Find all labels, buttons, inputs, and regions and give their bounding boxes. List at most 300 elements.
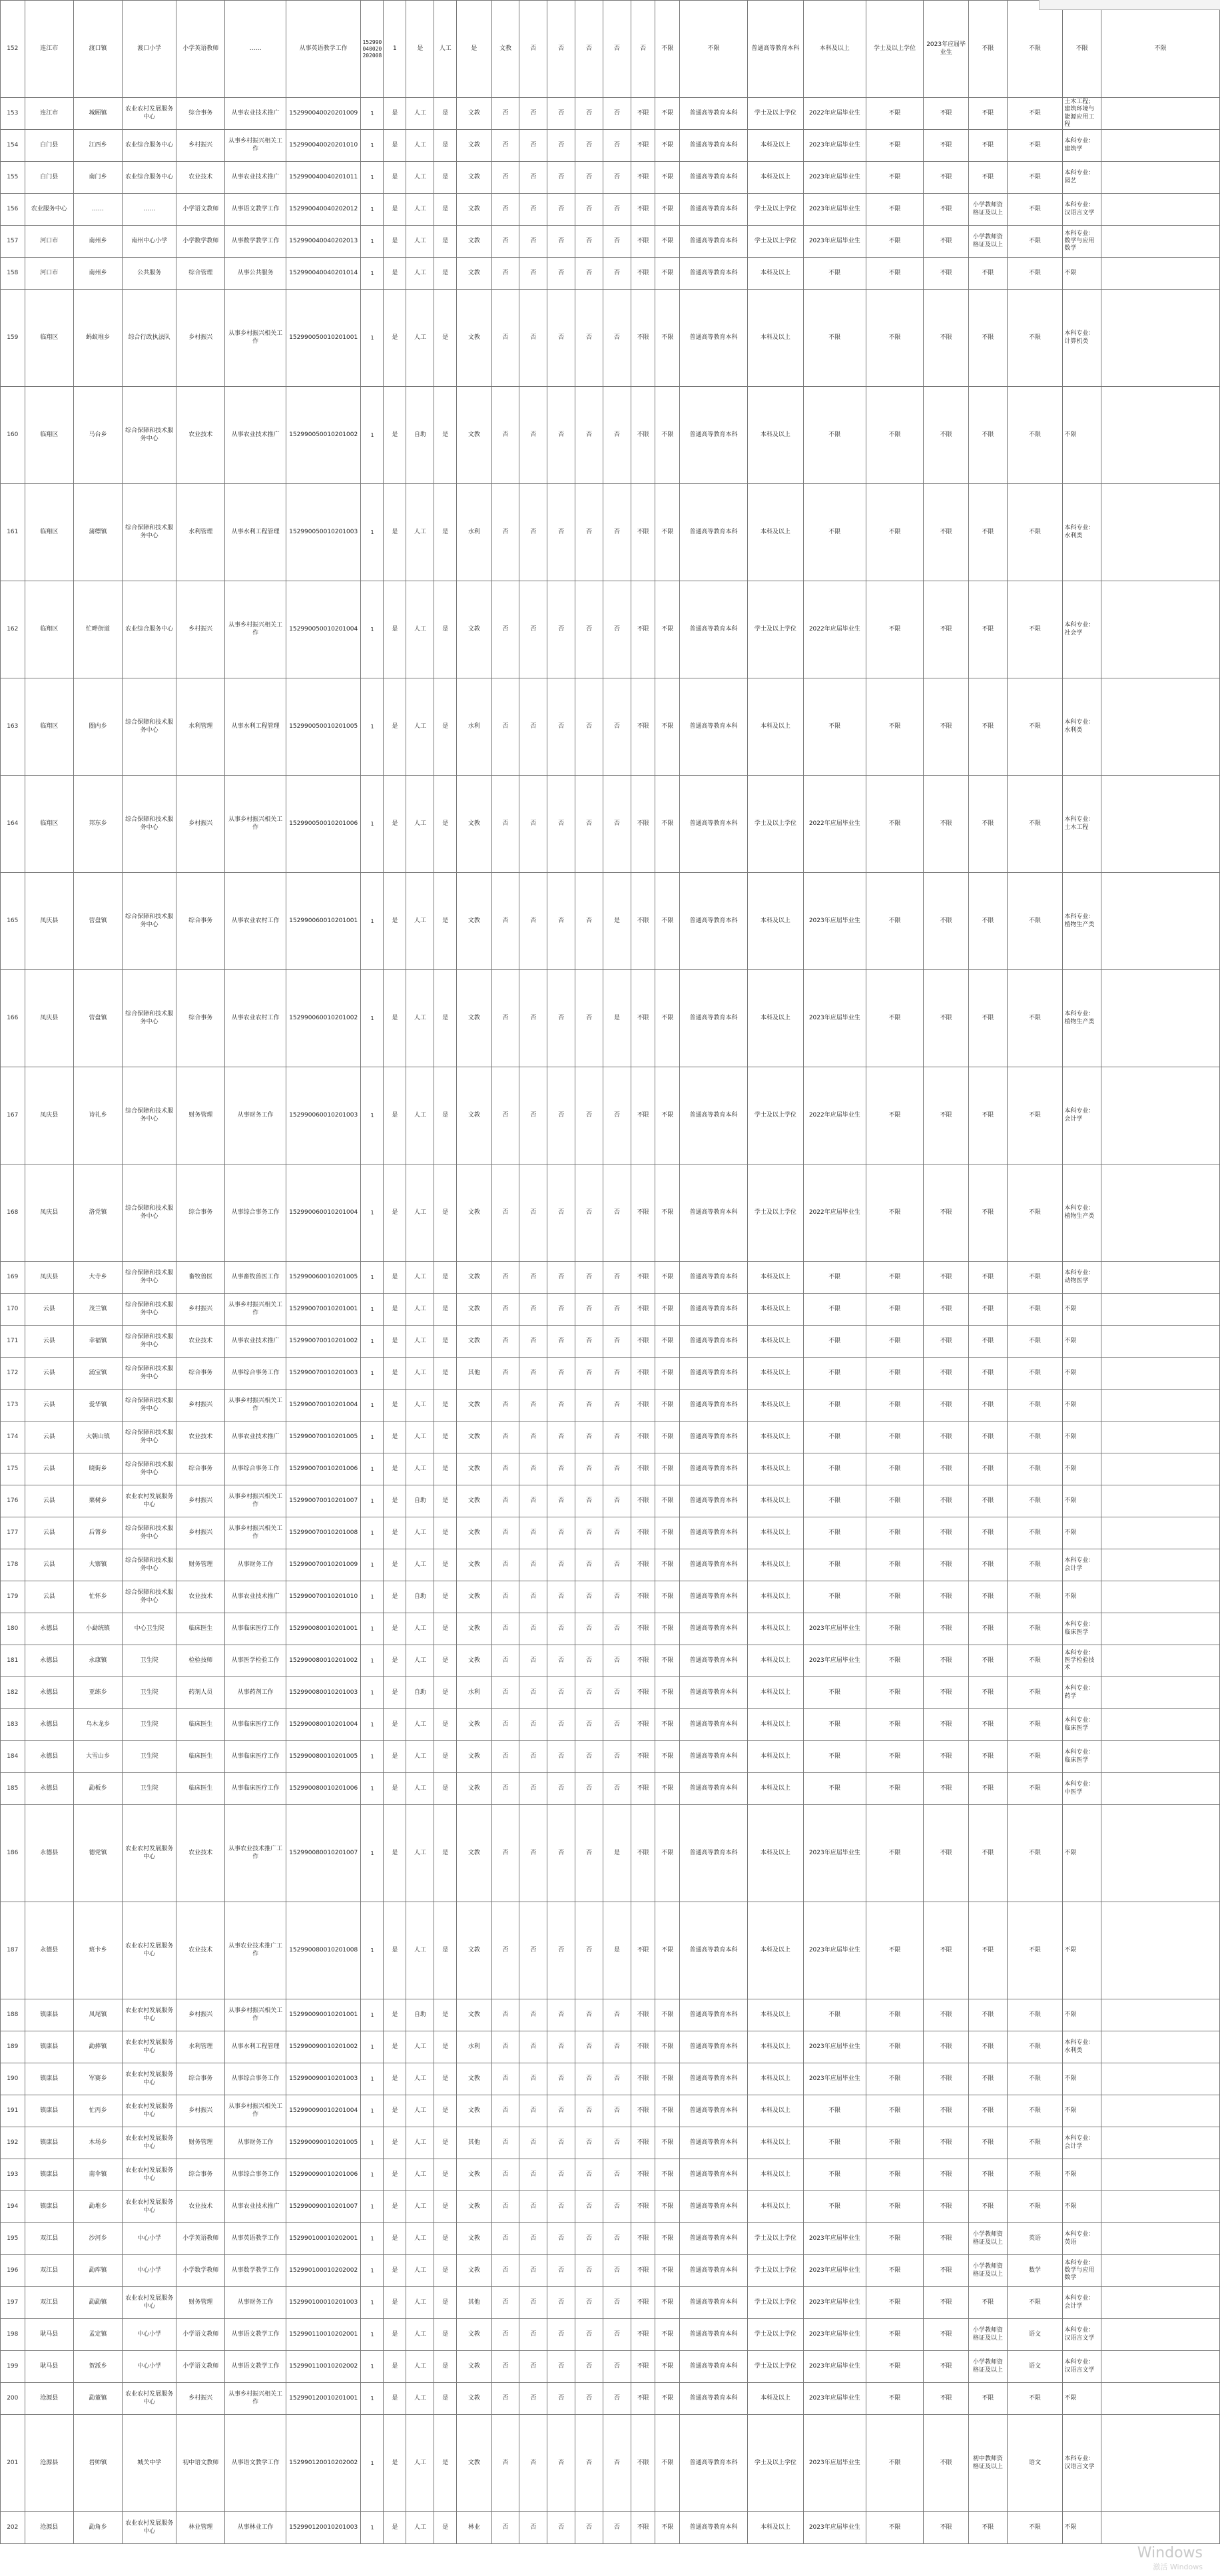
table-cell: 从事乡村振兴相关工作 [225, 776, 286, 873]
table-cell: 江西乡 [73, 130, 122, 162]
table-cell: 诗礼乡 [73, 1067, 122, 1164]
table-cell: 否 [547, 970, 575, 1067]
table-cell: 是 [384, 678, 406, 776]
table-cell: 综合事务 [176, 1453, 225, 1485]
row-number: 175 [1, 1453, 25, 1485]
table-cell: 临翔区 [25, 387, 73, 484]
table-cell: 从事临床医疗工作 [225, 1613, 286, 1645]
table-cell: 否 [519, 2287, 547, 2319]
table-cell: 勐角乡 [73, 2512, 122, 2544]
table-cell: 否 [547, 1549, 575, 1581]
table-cell: 不限 [924, 1549, 969, 1581]
row-number: 167 [1, 1067, 25, 1164]
table-cell: 是 [434, 1581, 457, 1613]
table-cell: 不限 [866, 387, 923, 484]
table-cell: 不限 [924, 1390, 969, 1421]
table-cell: 不限 [866, 1999, 923, 2031]
table-cell: 从事数学教学工作 [225, 226, 286, 258]
table-cell: 乡村振兴 [176, 1390, 225, 1421]
table-cell: 否 [519, 2223, 547, 2255]
table-cell: 白门县 [25, 130, 73, 162]
table-cell: 茂兰镇 [73, 1294, 122, 1326]
table-cell: 否 [519, 226, 547, 258]
table-cell: 否 [519, 1294, 547, 1326]
table-cell: 从事公共服务 [225, 258, 286, 290]
table-cell: 孟定镇 [73, 2319, 122, 2351]
table-cell: 学士及以上学位 [748, 226, 804, 258]
table-cell: 本科及以上 [748, 1390, 804, 1421]
table-cell: 否 [575, 1390, 603, 1421]
table-cell: 临床医生 [176, 1773, 225, 1805]
table-cell: 否 [491, 2383, 519, 2415]
table-cell: 本科及以上 [748, 1709, 804, 1741]
table-cell: 否 [603, 1358, 631, 1390]
table-cell: 2023年应届毕业生 [803, 2512, 866, 2544]
table-cell: 不限 [924, 1773, 969, 1805]
table-cell [1101, 1741, 1219, 1773]
table-cell: 是 [384, 2512, 406, 2544]
table-cell: 152990070010201004 [286, 1390, 360, 1421]
table-cell: 152990050010201002 [286, 387, 360, 484]
table-cell: 不限 [1007, 1902, 1063, 1999]
table-cell: 否 [547, 2191, 575, 2223]
table-cell: 2023年应届毕业生 [803, 194, 866, 226]
table-cell: 否 [603, 2319, 631, 2351]
table-cell: 否 [547, 2351, 575, 2383]
table-cell: 否 [603, 1390, 631, 1421]
table-cell: 不限 [969, 1358, 1008, 1390]
table-cell [1101, 162, 1219, 194]
table-cell: 不限 [631, 2191, 655, 2223]
table-cell: 综合保障和技术服务中心 [123, 776, 176, 873]
table-cell: 人工 [406, 1326, 434, 1358]
table-cell: 152990040020201009 [286, 98, 360, 130]
table-cell: 不限 [655, 2351, 680, 2383]
table-cell: 否 [603, 98, 631, 130]
table-cell: 不限 [969, 1262, 1008, 1294]
row-number: 201 [1, 2415, 25, 2512]
table-cell: 不限 [655, 1999, 680, 2031]
row-number: 197 [1, 2287, 25, 2319]
table-cell: 综合保障和技术服务中心 [123, 970, 176, 1067]
table-cell: 人工 [406, 290, 434, 387]
table-cell: 否 [603, 226, 631, 258]
table-cell: 普通高等教育本科 [680, 226, 748, 258]
table-cell: 人工 [406, 1067, 434, 1164]
table-cell: 本科及以上 [748, 970, 804, 1067]
table-cell [1101, 1549, 1219, 1581]
table-cell: 本科专业：会计学 [1063, 2127, 1101, 2159]
table-cell: 是 [434, 1421, 457, 1453]
table-cell: 不限 [969, 1517, 1008, 1549]
table-cell: 152990040040201011 [286, 162, 360, 194]
table-cell: 不限 [969, 484, 1008, 581]
table-cell: 否 [575, 2255, 603, 2287]
table-cell: 是 [434, 2319, 457, 2351]
table-cell: 不限 [803, 1773, 866, 1805]
table-cell: 本科及以上 [748, 1773, 804, 1805]
table-cell: 综合事务 [176, 1164, 225, 1262]
table-cell: 否 [603, 1773, 631, 1805]
table-cell: 152990110010202002 [286, 2351, 360, 2383]
table-cell: 不限 [803, 1358, 866, 1390]
table-cell: 本科及以上 [748, 387, 804, 484]
table-cell: 人工 [406, 130, 434, 162]
table-row [1, 581, 1220, 678]
table-cell: 否 [519, 194, 547, 226]
table-cell: 镇康县 [25, 2127, 73, 2159]
table-row [1, 162, 1220, 194]
table-cell: 不限 [1007, 1773, 1063, 1805]
table-cell: 不限 [924, 1421, 969, 1453]
table-cell: 不限 [866, 1517, 923, 1549]
table-cell: 本科专业：中医学 [1063, 1773, 1101, 1805]
table-cell: 不限 [866, 1805, 923, 1902]
table-cell: 否 [575, 776, 603, 873]
table-cell: 岩帅镇 [73, 2415, 122, 2512]
table-cell: 1 [361, 1326, 384, 1358]
table-row [1, 194, 1220, 226]
table-cell: 乌木龙乡 [73, 1709, 122, 1741]
table-cell: 是 [434, 2063, 457, 2095]
row-number: 190 [1, 2063, 25, 2095]
table-cell: 不限 [631, 970, 655, 1067]
table-cell: 是 [384, 1453, 406, 1485]
table-cell: 沙河乡 [73, 2223, 122, 2255]
table-cell: 普通高等教育本科 [680, 1164, 748, 1262]
table-cell: 人工 [406, 1645, 434, 1677]
table-cell: 否 [491, 1067, 519, 1164]
table-cell: 不限 [924, 1709, 969, 1741]
table-cell: 不限 [655, 1645, 680, 1677]
table-cell: 学士及以上学位 [748, 2319, 804, 2351]
table-cell: 否 [491, 1358, 519, 1390]
table-cell: 是 [434, 970, 457, 1067]
table-cell: 从事乡村振兴相关工作 [225, 1294, 286, 1326]
table-cell: 152990070010201008 [286, 1517, 360, 1549]
table-cell: 普通高等教育本科 [680, 258, 748, 290]
table-cell: 不限 [866, 1294, 923, 1326]
table-cell: 不限 [924, 1677, 969, 1709]
table-cell: 否 [575, 1326, 603, 1358]
table-cell: 否 [491, 1645, 519, 1677]
table-cell: 否 [547, 1421, 575, 1453]
table-cell: 学士及以上学位 [748, 581, 804, 678]
table-cell: 是 [603, 970, 631, 1067]
table-cell: 否 [547, 581, 575, 678]
table-cell: 否 [603, 1677, 631, 1709]
table-cell: 1 [361, 1613, 384, 1645]
table-cell: 学士及以上学位 [748, 1067, 804, 1164]
table-cell: 2023年应届毕业生 [803, 873, 866, 970]
table-cell: 1 [361, 484, 384, 581]
table-cell [1101, 678, 1219, 776]
table-cell: 不限 [924, 2223, 969, 2255]
table-cell: 人工 [406, 2063, 434, 2095]
row-number: 172 [1, 1358, 25, 1390]
table-cell: 小勐统镇 [73, 1613, 122, 1645]
table-cell: 是 [434, 2031, 457, 2063]
table-cell: 本科及以上 [748, 1549, 804, 1581]
table-cell: 永德县 [25, 1805, 73, 1902]
table-cell: 否 [547, 1358, 575, 1390]
table-cell: 不限 [866, 2127, 923, 2159]
row-number: 160 [1, 387, 25, 484]
table-cell: 不限 [803, 678, 866, 776]
table-cell: 不限 [1007, 194, 1063, 226]
table-cell: 勐堆乡 [73, 2191, 122, 2223]
table-cell: 水利管理 [176, 2031, 225, 2063]
table-cell [1101, 2351, 1219, 2383]
table-cell: 洛党镇 [73, 1164, 122, 1262]
table-cell: 不限 [655, 1358, 680, 1390]
table-cell: 小学语文教师 [176, 194, 225, 226]
table-cell: 不限 [631, 1645, 655, 1677]
table-cell: 普通高等教育本科 [680, 1262, 748, 1294]
table-cell: 不限 [803, 1581, 866, 1613]
table-cell: 否 [547, 1902, 575, 1999]
table-cell: 否 [547, 1453, 575, 1485]
table-cell: 忙丙乡 [73, 2095, 122, 2127]
row-number: 169 [1, 1262, 25, 1294]
table-cell: 否 [547, 1390, 575, 1421]
table-cell: 普通高等教育本科 [680, 1709, 748, 1741]
table-cell: 水利 [457, 1677, 491, 1709]
table-row [1, 1709, 1220, 1741]
table-cell: 否 [519, 258, 547, 290]
table-cell: 本科及以上 [748, 2159, 804, 2191]
table-cell: 从事水利工程管理 [225, 678, 286, 776]
table-cell: 不限 [924, 2031, 969, 2063]
table-cell: 否 [519, 2191, 547, 2223]
table-cell: 本科专业：临床医学 [1063, 1613, 1101, 1645]
table-cell: 普通高等教育本科 [680, 2159, 748, 2191]
table-cell: 1 [361, 1358, 384, 1390]
table-cell: 普通高等教育本科 [680, 387, 748, 484]
table-cell: 不限 [655, 1326, 680, 1358]
table-cell: 农业技术 [176, 2191, 225, 2223]
table-cell: 从事乡村振兴相关工作 [225, 1485, 286, 1517]
table-cell: 小学教师资格证及以上 [969, 194, 1008, 226]
table-cell: 永德县 [25, 1709, 73, 1741]
table-cell: 人工 [406, 1262, 434, 1294]
table-cell: 农业农村发展服务中心 [123, 2127, 176, 2159]
table-cell: 是 [434, 2191, 457, 2223]
table-cell: 不限 [631, 2287, 655, 2319]
table-cell: 数学 [1007, 2255, 1063, 2287]
table-cell: 南州乡 [73, 226, 122, 258]
table-cell: 否 [519, 162, 547, 194]
table-cell: 水利管理 [176, 484, 225, 581]
table-cell: 农业综合服务中心 [123, 130, 176, 162]
table-cell: 否 [575, 2415, 603, 2512]
row-number: 184 [1, 1741, 25, 1773]
table-cell: 不限 [924, 873, 969, 970]
table-cell: 不限 [655, 2255, 680, 2287]
table-cell: 文教 [457, 2383, 491, 2415]
table-cell: 不限 [631, 162, 655, 194]
table-cell: 普通高等教育本科 [680, 1358, 748, 1390]
table-cell: 从事乡村振兴相关工作 [225, 1390, 286, 1421]
table-cell: 否 [547, 2159, 575, 2191]
table-cell: 否 [603, 484, 631, 581]
table-cell: 大寨镇 [73, 1549, 122, 1581]
table-cell: 语文 [1007, 2319, 1063, 2351]
table-row [1, 873, 1220, 970]
table-cell: 不限 [655, 226, 680, 258]
table-cell: 普通高等教育本科 [680, 1677, 748, 1709]
table-cell: 2023年应届毕业生 [803, 130, 866, 162]
table-cell: 否 [575, 162, 603, 194]
table-cell: 是 [434, 1262, 457, 1294]
table-cell: 勐捧镇 [73, 2031, 122, 2063]
table-cell: 否 [547, 1326, 575, 1358]
table-cell: 否 [519, 1677, 547, 1709]
table-cell: 否 [603, 1709, 631, 1741]
table-cell: 是 [384, 1709, 406, 1741]
table-cell: 不限 [924, 1262, 969, 1294]
table-cell: 是 [434, 130, 457, 162]
table-cell: 本科及以上 [748, 1805, 804, 1902]
table-cell: 否 [575, 970, 603, 1067]
table-cell: 本科专业：医学检验技术 [1063, 1645, 1101, 1677]
table-cell: 不限 [1007, 2287, 1063, 2319]
table-cell: 不限 [969, 1294, 1008, 1326]
table-cell: 否 [575, 290, 603, 387]
table-cell: 不限 [1007, 1164, 1063, 1262]
table-cell: 否 [519, 1262, 547, 1294]
table-row [1, 1485, 1220, 1517]
row-number: 166 [1, 970, 25, 1067]
table-cell: 人工 [406, 1902, 434, 1999]
table-row [1, 2159, 1220, 2191]
table-cell: 是 [434, 1358, 457, 1390]
table-cell: 临床医生 [176, 1613, 225, 1645]
table-cell: 不限 [924, 2319, 969, 2351]
row-number: 189 [1, 2031, 25, 2063]
table-cell: 否 [603, 162, 631, 194]
table-cell: 普通高等教育本科 [680, 2063, 748, 2095]
table-cell: 普通高等教育本科 [680, 2351, 748, 2383]
table-cell: 1 [361, 2063, 384, 2095]
table-cell: 不限 [1007, 678, 1063, 776]
table-cell: 不限 [655, 2415, 680, 2512]
table-cell: 勐库镇 [73, 2255, 122, 2287]
table-cell: 否 [491, 1773, 519, 1805]
table-cell: 不限 [631, 1773, 655, 1805]
table-cell: 从事农业农村工作 [225, 873, 286, 970]
table-cell [1101, 1581, 1219, 1613]
table-cell: 不限 [631, 1709, 655, 1741]
table-cell: 不限 [1007, 970, 1063, 1067]
table-cell: 否 [491, 2063, 519, 2095]
table-cell: 1 [361, 2127, 384, 2159]
table-cell: 文教 [457, 1262, 491, 1294]
table-cell: 否 [575, 873, 603, 970]
table-cell: 否 [603, 1262, 631, 1294]
table-row [1, 678, 1220, 776]
row-number: 202 [1, 2512, 25, 2544]
table-cell: 南伞镇 [73, 2159, 122, 2191]
table-cell: 否 [603, 1164, 631, 1262]
table-cell: 勐勐镇 [73, 2287, 122, 2319]
table-cell: 不限 [924, 2063, 969, 2095]
row-number: 193 [1, 2159, 25, 2191]
table-cell: 152990040020201010 [286, 130, 360, 162]
table-cell: 否 [519, 970, 547, 1067]
table-cell: 1 [361, 1999, 384, 2031]
table-cell: 不限 [1007, 2512, 1063, 2544]
table-cell: 否 [547, 2223, 575, 2255]
table-cell: 文教 [457, 1294, 491, 1326]
table-cell: 人工 [406, 2191, 434, 2223]
table-cell: 否 [547, 2287, 575, 2319]
table-cell: 否 [603, 2159, 631, 2191]
table-cell: 152990100010202002 [286, 2255, 360, 2287]
table-cell: 普通高等教育本科 [680, 1999, 748, 2031]
table-cell: 水利管理 [176, 678, 225, 776]
table-cell: 否 [519, 1709, 547, 1741]
table-cell: 文教 [457, 1453, 491, 1485]
table-cell: 否 [575, 484, 603, 581]
row-number: 198 [1, 2319, 25, 2351]
row-number: 170 [1, 1294, 25, 1326]
table-cell [1101, 2319, 1219, 2351]
watermark-text: Windows [1137, 2545, 1203, 2561]
table-cell: 学士及以上学位 [748, 2415, 804, 2512]
table-cell: 不限 [655, 2191, 680, 2223]
table-cell: 不限 [969, 2383, 1008, 2415]
table-cell: 否 [491, 387, 519, 484]
row-number: 180 [1, 1613, 25, 1645]
table-cell: 不限 [655, 1067, 680, 1164]
table-cell: 中心小学 [123, 2255, 176, 2287]
table-cell: 是 [384, 1421, 406, 1453]
table-cell: 152990050010201006 [286, 776, 360, 873]
table-cell: 否 [519, 98, 547, 130]
table-cell: 不限 [1063, 387, 1101, 484]
table-row [1, 226, 1220, 258]
table-cell: 临翔区 [25, 581, 73, 678]
table-cell: 152990070010201001 [286, 1294, 360, 1326]
table-cell: 不限 [1063, 1485, 1101, 1517]
table-cell: 镇康县 [25, 2063, 73, 2095]
table-cell [1101, 1262, 1219, 1294]
table-cell: 否 [519, 2512, 547, 2544]
table-cell: 乡村振兴 [176, 2383, 225, 2415]
table-cell: 是 [434, 1613, 457, 1645]
table-cell: 是 [434, 1645, 457, 1677]
table-cell: 综合事务 [176, 98, 225, 130]
table-cell: 152990090010201007 [286, 2191, 360, 2223]
table-cell: 综合保障和技术服务中心 [123, 873, 176, 970]
table-cell: 不限 [866, 2223, 923, 2255]
table-cell [1101, 2159, 1219, 2191]
table-cell: 普通高等教育本科 [680, 2415, 748, 2512]
table-cell: 2022年应届毕业生 [803, 581, 866, 678]
table-cell: 否 [547, 2095, 575, 2127]
table-cell: 2023年应届毕业生 [803, 2351, 866, 2383]
table-cell: 不限 [969, 2287, 1008, 2319]
table-cell: 不限 [924, 1999, 969, 2031]
table-cell: 否 [547, 2319, 575, 2351]
table-cell: 农业综合服务中心 [123, 162, 176, 194]
table-cell: 否 [491, 98, 519, 130]
table-cell: 不限 [924, 1613, 969, 1645]
table-cell: 否 [603, 2031, 631, 2063]
table-cell: 152990040040202012 [286, 194, 360, 226]
table-cell: 152990080010201001 [286, 1613, 360, 1645]
